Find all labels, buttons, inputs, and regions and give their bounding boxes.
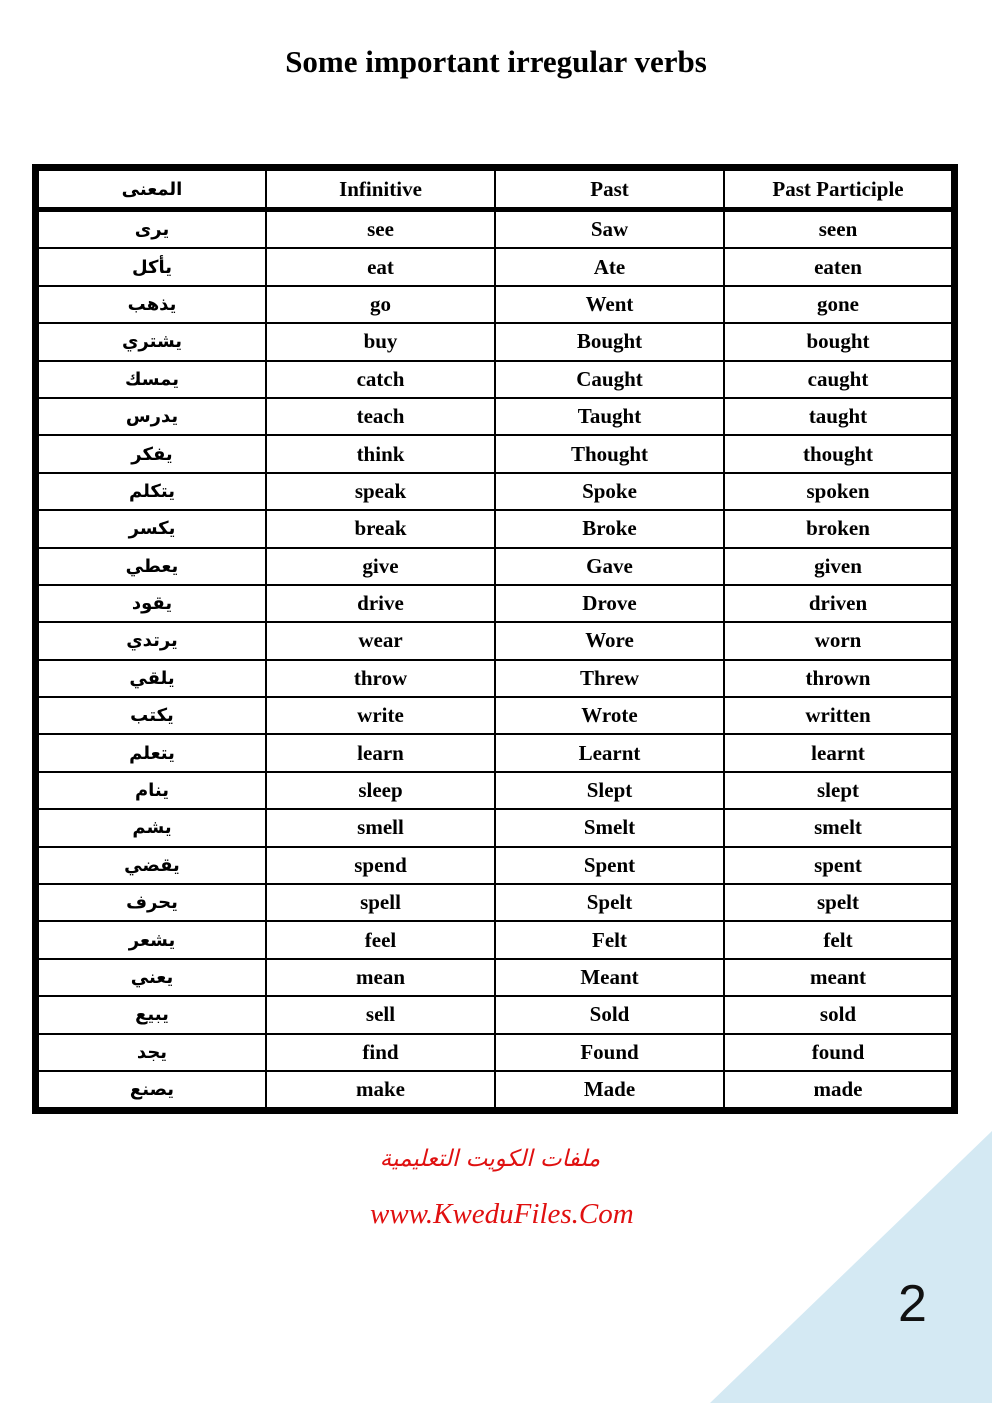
cell-infinitive: make xyxy=(266,1071,495,1109)
cell-meaning: يتكلم xyxy=(37,473,266,510)
table-row xyxy=(37,210,953,249)
cell-past: Ate xyxy=(495,248,724,285)
cell-infinitive: see xyxy=(266,210,495,249)
cell-meaning: يشم xyxy=(37,809,266,846)
cell-meaning: يرى xyxy=(37,210,266,249)
page-title: Some important irregular verbs xyxy=(285,44,707,79)
cell-meaning: يشعر xyxy=(37,921,266,958)
cell-infinitive: spend xyxy=(266,847,495,884)
cell-past: Wore xyxy=(495,622,724,659)
cell-meaning: ينام xyxy=(37,772,266,809)
cell-meaning: يرتدي xyxy=(37,622,266,659)
table-row xyxy=(37,734,953,771)
cell-past-participle: driven xyxy=(724,585,953,622)
brand-url-link[interactable]: www.KweduFiles.Com xyxy=(370,1198,634,1230)
cell-infinitive: sell xyxy=(266,996,495,1033)
cell-meaning: يأكل xyxy=(37,248,266,285)
cell-infinitive: catch xyxy=(266,361,495,398)
cell-past-participle: spoken xyxy=(724,473,953,510)
cell-past-participle: bought xyxy=(724,323,953,360)
table-row xyxy=(37,884,953,921)
cell-past-participle: smelt xyxy=(724,809,953,846)
cell-meaning: يبيع xyxy=(37,996,266,1033)
table-row xyxy=(37,473,953,510)
table-row xyxy=(37,1034,953,1071)
cell-meaning: يحرف xyxy=(37,884,266,921)
table-header-row xyxy=(37,169,953,210)
cell-meaning: يتعلم xyxy=(37,734,266,771)
cell-past: Bought xyxy=(495,323,724,360)
cell-meaning: يجد xyxy=(37,1034,266,1071)
cell-past-participle: broken xyxy=(724,510,953,547)
cell-infinitive: eat xyxy=(266,248,495,285)
cell-past-participle: felt xyxy=(724,921,953,958)
cell-meaning: يمسك xyxy=(37,361,266,398)
cell-past-participle: meant xyxy=(724,959,953,996)
table-row xyxy=(37,921,953,958)
cell-past-participle: gone xyxy=(724,286,953,323)
header-past: Past xyxy=(495,169,724,210)
table-row xyxy=(37,323,953,360)
corner-triangle-decoration xyxy=(710,1131,992,1403)
cell-infinitive: mean xyxy=(266,959,495,996)
cell-past-participle: taught xyxy=(724,398,953,435)
verbs-table xyxy=(32,164,958,1114)
table-row xyxy=(37,361,953,398)
table-row xyxy=(37,1071,953,1109)
cell-past: Thought xyxy=(495,435,724,472)
cell-meaning: يذهب xyxy=(37,286,266,323)
cell-past-participle: thought xyxy=(724,435,953,472)
cell-past: Learnt xyxy=(495,734,724,771)
table-row xyxy=(37,510,953,547)
cell-past: Sold xyxy=(495,996,724,1033)
cell-past-participle: seen xyxy=(724,210,953,249)
table-row xyxy=(37,772,953,809)
cell-past-participle: caught xyxy=(724,361,953,398)
cell-meaning: يفكر xyxy=(37,435,266,472)
cell-meaning: يكتب xyxy=(37,697,266,734)
cell-infinitive: spell xyxy=(266,884,495,921)
cell-meaning: يشتري xyxy=(37,323,266,360)
table-row xyxy=(37,847,953,884)
cell-meaning: يصنع xyxy=(37,1071,266,1109)
cell-infinitive: feel xyxy=(266,921,495,958)
cell-past: Caught xyxy=(495,361,724,398)
cell-infinitive: throw xyxy=(266,660,495,697)
cell-past-participle: thrown xyxy=(724,660,953,697)
cell-past: Threw xyxy=(495,660,724,697)
cell-infinitive: drive xyxy=(266,585,495,622)
cell-meaning: يكسر xyxy=(37,510,266,547)
cell-past-participle: slept xyxy=(724,772,953,809)
table-row xyxy=(37,697,953,734)
cell-infinitive: smell xyxy=(266,809,495,846)
cell-meaning: يقضي xyxy=(37,847,266,884)
cell-past-participle: written xyxy=(724,697,953,734)
cell-infinitive: think xyxy=(266,435,495,472)
header-past-participle: Past Participle xyxy=(724,169,953,210)
cell-past: Spent xyxy=(495,847,724,884)
cell-meaning: يقود xyxy=(37,585,266,622)
cell-meaning: يدرس xyxy=(37,398,266,435)
cell-infinitive: find xyxy=(266,1034,495,1071)
table-row xyxy=(37,548,953,585)
cell-infinitive: sleep xyxy=(266,772,495,809)
table-row xyxy=(37,398,953,435)
brand-arabic-text: ملفات الكويت التعليمية xyxy=(379,1146,601,1172)
table-row xyxy=(37,286,953,323)
cell-infinitive: write xyxy=(266,697,495,734)
cell-past-participle: given xyxy=(724,548,953,585)
cell-past-participle: learnt xyxy=(724,734,953,771)
cell-past-participle: made xyxy=(724,1071,953,1109)
cell-meaning: يعني xyxy=(37,959,266,996)
cell-meaning: يعطي xyxy=(37,548,266,585)
cell-past-participle: spelt xyxy=(724,884,953,921)
cell-infinitive: buy xyxy=(266,323,495,360)
cell-infinitive: give xyxy=(266,548,495,585)
cell-past-participle: spent xyxy=(724,847,953,884)
page-number: 2 xyxy=(898,1275,927,1333)
cell-past: Broke xyxy=(495,510,724,547)
table-row xyxy=(37,622,953,659)
cell-past: Found xyxy=(495,1034,724,1071)
cell-past: Meant xyxy=(495,959,724,996)
cell-infinitive: go xyxy=(266,286,495,323)
table-row xyxy=(37,809,953,846)
cell-past: Smelt xyxy=(495,809,724,846)
cell-infinitive: learn xyxy=(266,734,495,771)
cell-past: Saw xyxy=(495,210,724,249)
table-row xyxy=(37,248,953,285)
table-row xyxy=(37,660,953,697)
cell-past-participle: found xyxy=(724,1034,953,1071)
header-infinitive: Infinitive xyxy=(266,169,495,210)
cell-infinitive: speak xyxy=(266,473,495,510)
cell-past: Slept xyxy=(495,772,724,809)
table-body xyxy=(37,210,953,1110)
table-row xyxy=(37,959,953,996)
cell-past: Went xyxy=(495,286,724,323)
cell-meaning: يلقي xyxy=(37,660,266,697)
cell-past: Drove xyxy=(495,585,724,622)
cell-infinitive: wear xyxy=(266,622,495,659)
cell-past: Wrote xyxy=(495,697,724,734)
cell-past: Taught xyxy=(495,398,724,435)
table-row xyxy=(37,585,953,622)
cell-past: Gave xyxy=(495,548,724,585)
cell-past: Felt xyxy=(495,921,724,958)
header-meaning: المعنى xyxy=(37,169,266,210)
cell-past: Made xyxy=(495,1071,724,1109)
cell-past: Spoke xyxy=(495,473,724,510)
table-row xyxy=(37,435,953,472)
cell-infinitive: teach xyxy=(266,398,495,435)
cell-infinitive: break xyxy=(266,510,495,547)
cell-past-participle: worn xyxy=(724,622,953,659)
table-row xyxy=(37,996,953,1033)
cell-past-participle: sold xyxy=(724,996,953,1033)
cell-past-participle: eaten xyxy=(724,248,953,285)
cell-past: Spelt xyxy=(495,884,724,921)
